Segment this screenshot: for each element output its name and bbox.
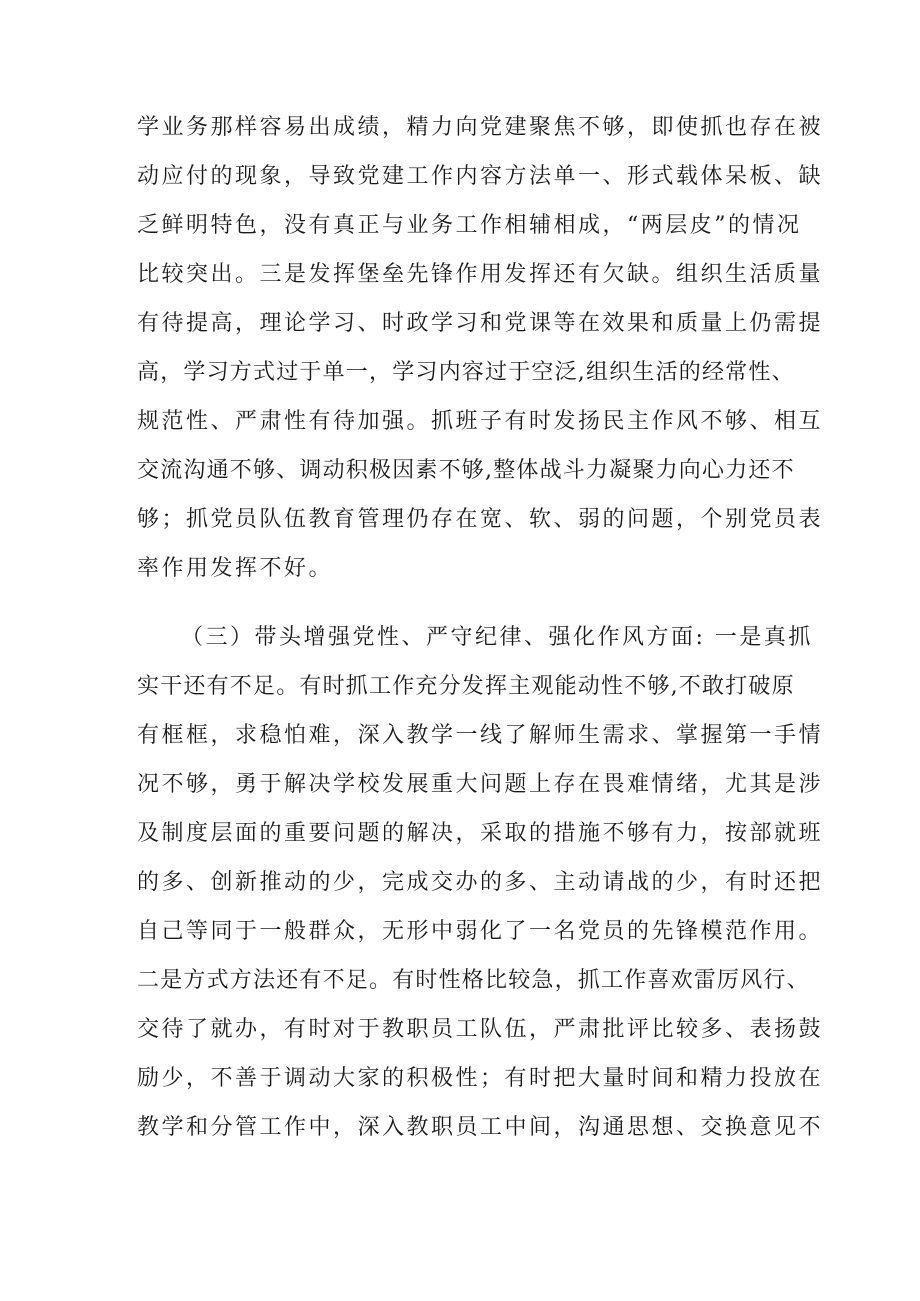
text-line: 规范性、严肃性有待加强。抓班子有时发扬民主作风不够、相互 — [137, 409, 824, 434]
text-line: 及制度层面的重要问题的解决，采取的措施不够有力，按部就班 — [137, 821, 824, 846]
text-line: 自己等同于一般群众，无形中弱化了一名党员的先锋模范作用。 — [137, 919, 824, 944]
text-line: 实干还有不足。有时抓工作充分发挥主观能动性不够,不敢打破原 — [137, 674, 795, 699]
text-line: 教学和分管工作中，深入教职员工中间，沟通思想、交换意见不 — [137, 1115, 824, 1140]
text-line: 二是方式方法还有不足。有时性格比较急，抓工作喜欢雷厉风行、 — [137, 968, 810, 993]
text-line: 有框框，求稳怕难，深入教学一线了解师生需求、掌握第一手情 — [137, 723, 824, 748]
text-line: 乏鲜明特色，没有真正与业务工作相辅相成，“两层皮”的情况 — [137, 213, 802, 238]
text-line: 动应付的现象，导致党建工作内容方法单一、形式载体呆板、缺 — [137, 164, 824, 189]
text-line: 况不够，勇于解决学校发展重大问题上存在畏难情绪，尤其是涉 — [137, 772, 824, 797]
text-line: 励少，不善于调动大家的积极性；有时把大量时间和精力投放在 — [137, 1066, 824, 1091]
text-line: （三）带头增强党性、严守纪律、强化作风方面: 一是真抓 — [181, 625, 813, 650]
text-line: 交待了就办，有时对于教职员工队伍，严肃批评比较多、表扬鼓 — [137, 1017, 824, 1042]
text-line: 率作用发挥不好。 — [137, 556, 334, 581]
text-line: 的多、创新推动的少，完成交办的多、主动请战的少，有时还把 — [137, 870, 824, 895]
text-line: 交流沟通不够、调动积极因素不够,整体战斗力凝聚力向心力还不 — [137, 458, 795, 483]
text-line: 高，学习方式过于单一，学习内容过于空泛,组织生活的经常性、 — [137, 360, 795, 385]
text-line: 够；抓党员队伍教育管理仍存在宽、软、弱的问题，个别党员表 — [137, 507, 824, 532]
text-line: 比较突出。三是发挥堡垒先锋作用发挥还有欠缺。组织生活质量 — [137, 262, 824, 287]
text-line: 学业务那样容易出成绩，精力向党建聚焦不够，即使抓也存在被 — [137, 115, 824, 140]
text-line: 有待提高，理论学习、时政学习和党课等在效果和质量上仍需提 — [137, 311, 824, 336]
